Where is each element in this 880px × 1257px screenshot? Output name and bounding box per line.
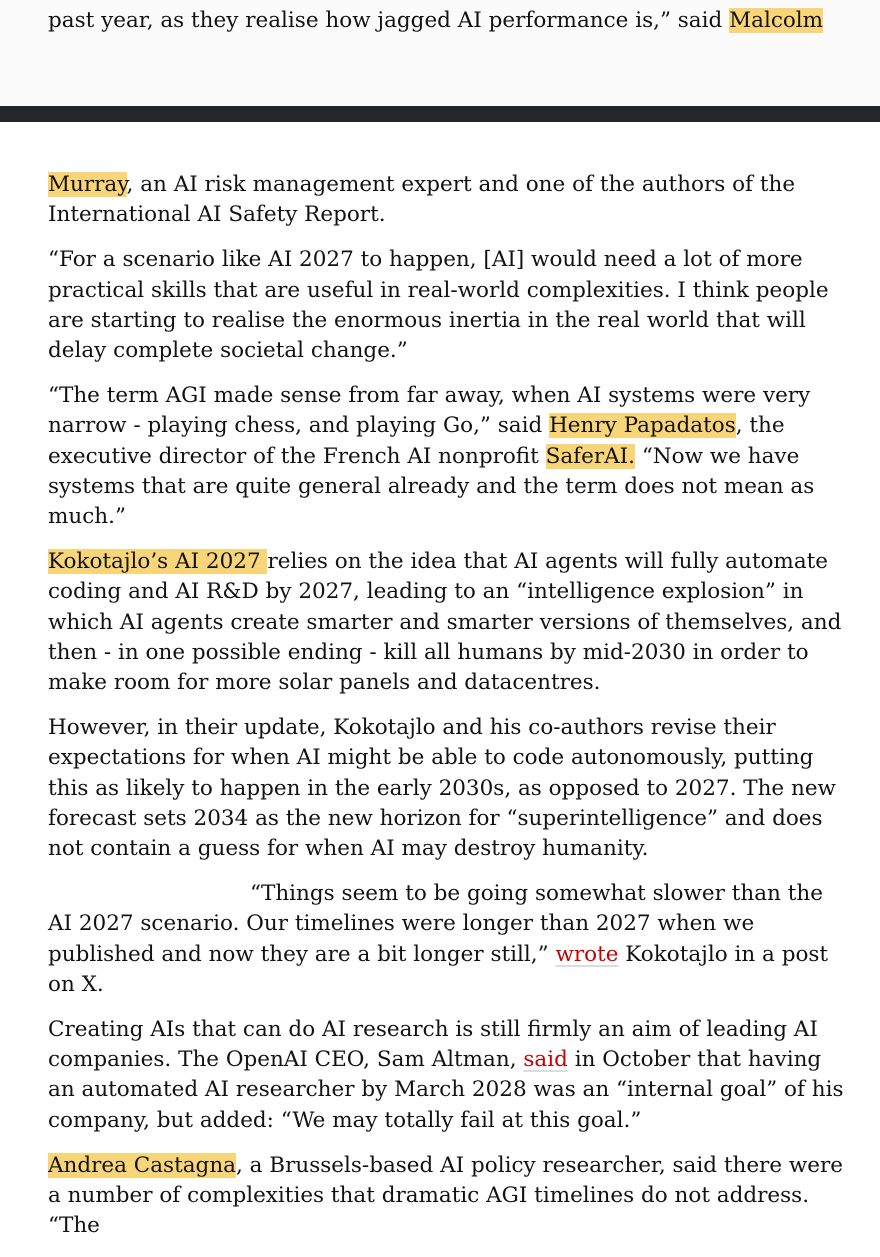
- paragraph-3: [48, 381, 848, 532]
- highlighted-name: Henry Papadatos: [549, 413, 736, 439]
- text-span: , an AI risk management expert and one of the authors of the International AI Safety Report.: [48, 172, 796, 228]
- text-span: relies on the idea that AI agents will fully automate coding and AI R&D by 2027, leading to an “intelligence explosion” in which AI agents create smarter and smarter versions of themselves, and then - in one possible ending - kill all humans by mid-2030 in order to make room for more solar panels and datacentres.: [48, 549, 842, 696]
- text-span: Creating AIs that can do AI research is still firmly an aim of leading AI companies. The OpenAI CEO, Sam Altman,: [48, 1017, 818, 1073]
- previous-section-text: [48, 6, 823, 36]
- section-divider-bar: [0, 106, 880, 122]
- text-span: However, in their update, Kokotajlo and his co-authors revise their expectations for when AI might be able to code autonomously, putting this as likely to happen in the early 2030s, as opposed to 2027. The new forecast sets 2034 as the new horizon for “superintelligence” and does not contain a guess for when AI may destroy humanity.: [48, 715, 836, 862]
- text-span: in October that having an automated AI researcher by March 2028 was an “internal goal” of his company, but added: “We may totally fail at this goal.”: [48, 1047, 844, 1133]
- paragraph-6: [48, 879, 848, 1000]
- paragraph-4: [48, 547, 848, 698]
- paragraph-5: [48, 713, 848, 864]
- paragraph-1: [48, 170, 848, 230]
- article-body: [48, 170, 848, 1257]
- highlighted-phrase: Kokotajlo’s AI 2027: [48, 549, 268, 575]
- text-span: “For a scenario like AI 2027 to happen, [AI] would need a lot of more practical skills that are useful in real-world complexities. I think people are starting to realise the enormous inertia in the real world that will delay complete societal change.”: [48, 247, 829, 364]
- text-span: “The term AGI made sense from far away, when AI systems were very narrow - playing chess, and playing Go,” said: [48, 383, 811, 439]
- text-span: “Things seem to be going somewhat slower than the AI 2027 scenario. Our timelines were longer than 2027 when we published and now they are a bit longer still,”: [48, 881, 823, 967]
- highlighted-name: Malcolm: [729, 8, 824, 33]
- said-link[interactable]: said: [523, 1047, 568, 1073]
- text-span: past year, as they realise how jagged AI performance is,” said: [48, 8, 730, 33]
- paragraph-7: [48, 1015, 848, 1136]
- highlighted-name: Andrea Castagna: [48, 1152, 236, 1178]
- text-span: , the executive director of the French AI nonprofit: [48, 413, 785, 469]
- text-span: , a Brussels-based AI policy researcher, said there were a number of complexities that dramatic AGI timelines do not address. “The: [48, 1152, 844, 1239]
- text-span: Kokotajlo in a post on X.: [48, 941, 829, 997]
- paragraph-2: [48, 245, 848, 366]
- previous-section: [0, 0, 880, 106]
- wrote-link[interactable]: wrote: [555, 941, 619, 967]
- highlighted-name: Murray: [48, 172, 127, 197]
- highlighted-organisation: SaferAI.: [545, 443, 635, 469]
- paragraph-8: [48, 1151, 848, 1242]
- text-span: “Now we have systems that are quite general already and the term does not mean as much.”: [48, 443, 815, 530]
